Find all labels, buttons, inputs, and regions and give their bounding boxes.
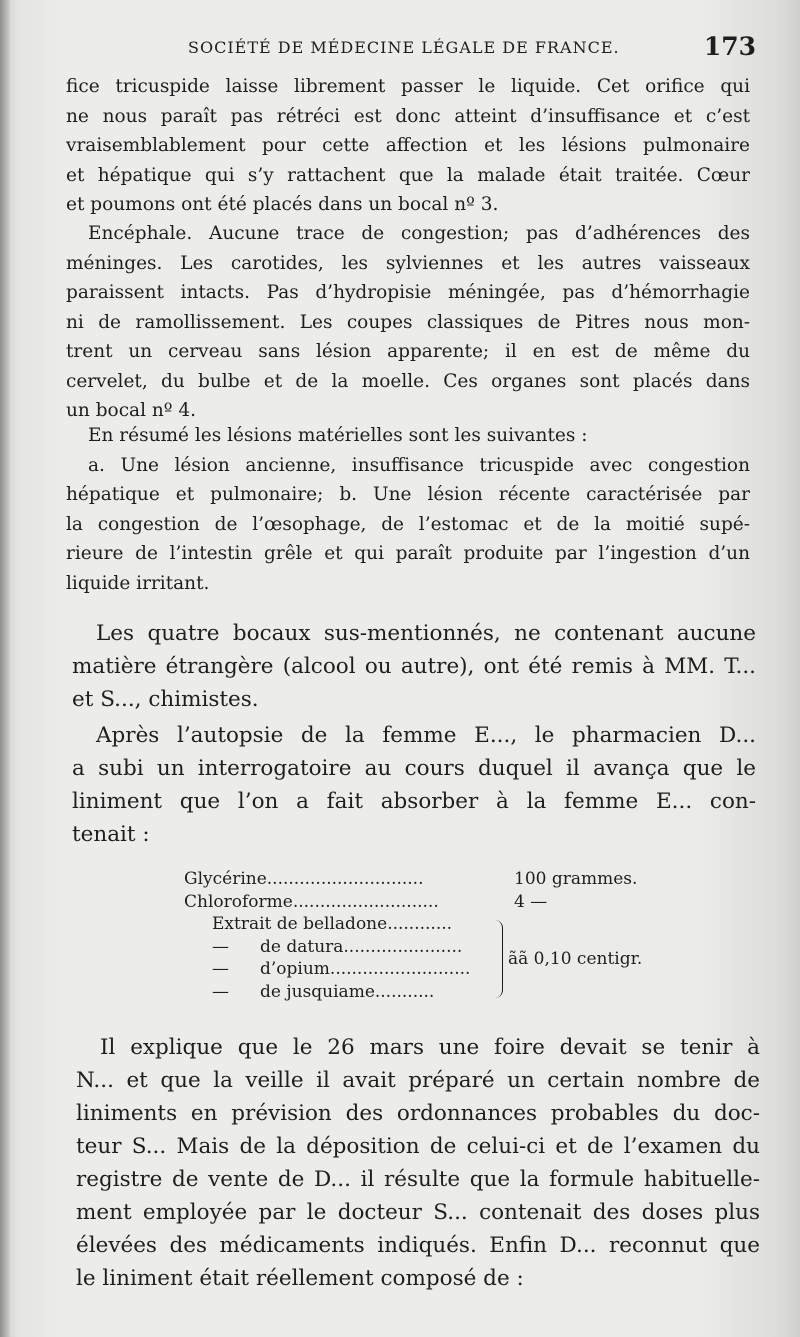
text-line: élevées des médicaments indiqués. Enfin D... reconnut que: [76, 1233, 760, 1258]
text-line: a subi un interrogatoire au cours duquel il avança que le: [72, 756, 756, 781]
ingredient-name: de datura......................: [260, 936, 463, 957]
running-title: SOCIÉTÉ DE MÉDECINE LÉGALE DE FRANCE.: [188, 38, 620, 57]
ingredient-name: de jusquiame...........: [260, 981, 435, 1002]
ingredient-quantity: 100 grammes.: [514, 869, 638, 889]
formula-row: [184, 981, 684, 1004]
formula-row: [184, 891, 684, 914]
grouping-brace: [494, 920, 503, 998]
text-line: paraissent intacts. Pas d’hydropisie méningée, pas d’hémorrhagie: [66, 282, 750, 303]
text-line: rieure de l’intestin grêle et qui paraît produite par l’ingestion d’un: [66, 543, 750, 564]
text-line: cervelet, du bulbe et de la moelle. Ces organes sont placés dans: [66, 370, 750, 392]
text-line: N... et que la veille il avait préparé un certain nombre de: [76, 1068, 760, 1093]
text-line: un bocal nº 4.: [66, 400, 197, 421]
text-line: tenait :: [72, 822, 150, 847]
text-line: et poumons ont été placés dans un bocal nº 3.: [66, 194, 499, 215]
ingredient-name: Chloroforme...........................: [184, 891, 439, 912]
paragraph-resume: [66, 421, 750, 598]
text-line: trent un cerveau sans lésion apparente; il en est de même du: [66, 341, 750, 362]
formula-row: [184, 868, 684, 891]
text-line: teur S... Mais de la déposition de celui-ci et de l’examen du: [76, 1134, 760, 1159]
text-line: le liniment était réellement composé de :: [76, 1266, 524, 1291]
text-line: liniment que l’on a fait absorber à la femme E... con-: [72, 789, 756, 814]
paragraph-interrogatoire: [72, 719, 756, 851]
text-line: liquide irritant.: [66, 572, 210, 594]
text-line: Il explique que le 26 mars une foire devait se tenir à: [100, 1035, 760, 1060]
text-line: Encéphale. Aucune trace de congestion; pas d’adhérences des: [88, 223, 750, 244]
text-line: méninges. Les carotides, les sylviennes et les autres vaisseaux: [66, 252, 750, 274]
formula-row: [184, 913, 684, 936]
text-line: vraisemblablement pour cette affection et les lésions pulmonaire: [66, 135, 750, 156]
page-number: 173: [703, 32, 756, 61]
page-edge-shadow: [0, 0, 10, 1337]
text-line: Après l’autopsie de la femme E..., le pharmacien D...: [96, 723, 756, 748]
group-quantity: ãã 0,10 centigr.: [508, 949, 643, 969]
ditto-dash: —: [212, 959, 229, 979]
ditto-dash: —: [212, 936, 229, 957]
text-line: En résumé les lésions matérielles sont les suivantes :: [88, 425, 588, 446]
ingredient-name: Glycérine.............................: [184, 869, 424, 889]
text-line: et S..., chimistes.: [72, 687, 259, 712]
text-line: a. Une lésion ancienne, insuffisance tricuspide avec congestion: [88, 454, 750, 476]
ingredient-name: Extrait de belladone............: [212, 914, 453, 934]
text-line: registre de vente de D... il résulte que la formule habituelle-: [76, 1167, 760, 1192]
paragraph-bocaux: [72, 617, 756, 716]
paragraph-heart-lungs: [66, 72, 750, 220]
text-line: Les quatre bocaux sus-mentionnés, ne contenant aucune: [96, 621, 756, 646]
ingredient-quantity: 4 —: [514, 891, 548, 912]
text-line: la congestion de l’œsophage, de l’estomac et de la moitié supé-: [66, 513, 750, 535]
text-line: ni de ramollissement. Les coupes classiques de Pitres nous mon-: [66, 311, 750, 333]
text-line: ment employée par le docteur S... contenait des doses plus: [76, 1200, 760, 1225]
ditto-dash: —: [212, 981, 229, 1002]
ingredient-name: d’opium..........................: [260, 959, 471, 979]
paragraph-encephale: [66, 219, 750, 426]
text-line: et hépatique qui s’y rattachent que la malade était traitée. Cœur: [66, 164, 750, 186]
liniment-formula: [184, 868, 684, 1003]
text-line: hépatique et pulmonaire; b. Une lésion récente caractérisée par: [66, 484, 750, 505]
text-line: ne nous paraît pas rétréci est donc atteint d’insuffisance et c’est: [66, 105, 750, 127]
paragraph-explication: [76, 1031, 760, 1295]
page-header: [60, 34, 760, 64]
text-line: liniments en prévision des ordonnances probables du doc-: [76, 1101, 760, 1126]
text-line: fice tricuspide laisse librement passer le liquide. Cet orifice qui: [66, 76, 750, 97]
text-line: matière étrangère (alcool ou autre), ont été remis à MM. T...: [72, 654, 756, 679]
